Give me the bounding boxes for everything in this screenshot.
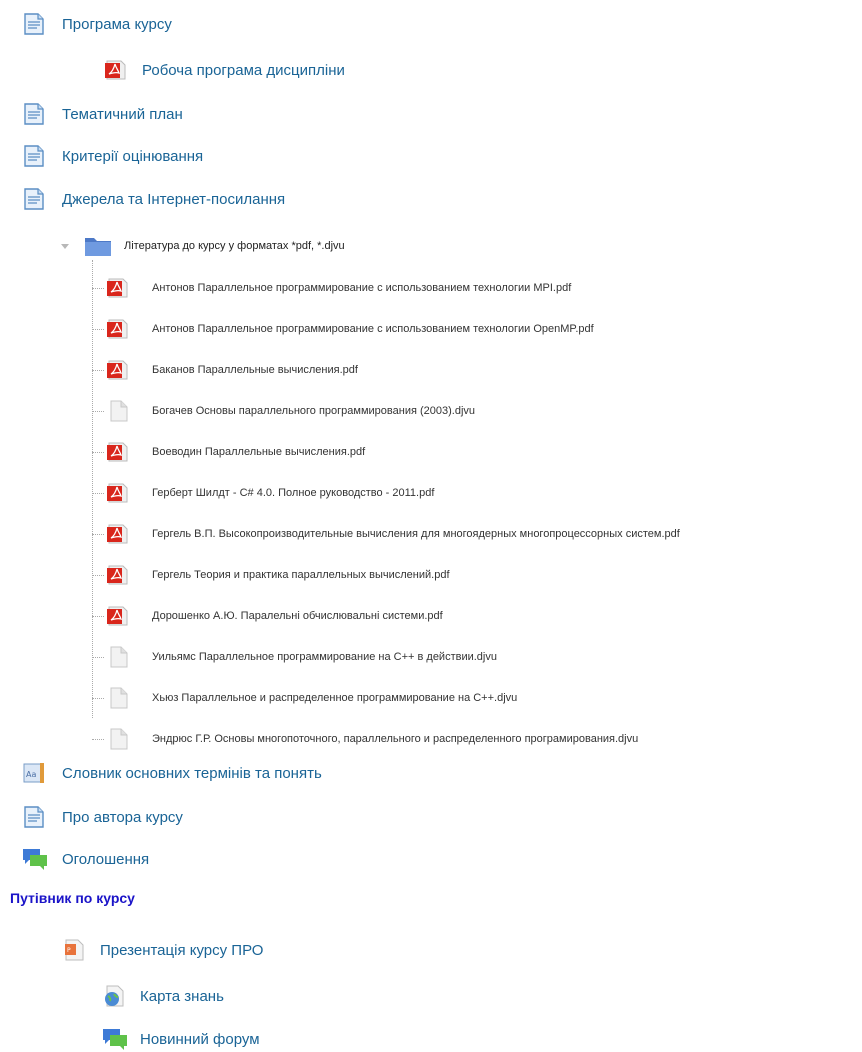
folder-label[interactable]: Література до курсу у форматах *pdf, *.djvu [124,240,345,252]
pdf-icon [106,358,130,382]
tree-branch [92,493,104,494]
tree-branch [92,329,104,330]
pdf-icon [104,58,128,82]
file-link[interactable]: Герберт Шилдт - C# 4.0. Полное руководство - 2011.pdf [152,487,435,499]
file-item[interactable] [106,522,680,546]
tree-branch [92,534,104,535]
activity-link[interactable]: Презентація курсу ПРО [100,941,264,959]
file-link[interactable]: Гергель В.П. Высокопроизводительные вычисления для многоядерных многопроцессорных систем.pdf [152,528,680,540]
activity-about-author[interactable] [22,805,183,829]
tree-branch [92,370,104,371]
glossary-icon [22,761,46,785]
tree-branch [92,411,104,412]
file-link[interactable]: Хьюз Параллельное и распределенное программирование на C++.djvu [152,692,518,704]
activity-glossary[interactable] [22,761,322,785]
file-item[interactable] [106,358,358,382]
url-globe-icon [102,984,126,1008]
page-icon [22,805,46,829]
activity-sources[interactable] [22,187,285,211]
file-item[interactable] [106,481,434,505]
page-icon [22,187,46,211]
tree-branch [92,739,104,740]
pdf-icon [106,604,130,628]
activity-program-course[interactable] [22,12,172,36]
tree-branch [92,657,104,658]
activity-link[interactable]: Критерії оцінювання [62,147,204,165]
file-link[interactable]: Уильямс Параллельное программирование на C++ в действии.djvu [152,651,497,663]
folder-icon [84,235,112,257]
pdf-icon [106,481,130,505]
activity-criteria[interactable] [22,144,203,168]
pdf-icon [106,563,130,587]
page-icon [22,12,46,36]
file-item[interactable] [106,563,450,587]
pdf-icon [106,440,130,464]
activity-link[interactable]: Карта знань [140,987,224,1005]
tree-branch [92,288,104,289]
presentation-icon [62,938,86,962]
svg-text:P: P [67,947,71,954]
file-item[interactable] [106,399,475,423]
activity-link[interactable]: Програма курсу [62,15,172,33]
activity-work-program[interactable] [104,58,345,82]
activity-announcements[interactable] [22,847,149,871]
activity-link[interactable]: Новинний форум [140,1030,260,1048]
activity-news-forum[interactable] [102,1027,260,1051]
activity-link[interactable]: Оголошення [62,850,150,868]
file-link[interactable]: Гергель Теория и практика параллельных вычислений.pdf [152,569,450,581]
caret-down-icon[interactable] [60,241,70,251]
file-link[interactable]: Антонов Параллельное программирование с использованием технологии OpenMP.pdf [152,323,594,335]
file-link[interactable]: Баканов Параллельные вычисления.pdf [152,364,358,376]
file-item[interactable] [106,727,638,751]
file-item[interactable] [106,686,517,710]
file-link[interactable]: Воеводин Параллельные вычисления.pdf [152,446,366,458]
section-heading-guide [10,890,135,906]
section-heading: Путівник по курсу [10,890,135,906]
file-link[interactable]: Богачев Основы параллельного программирования (2003).djvu [152,405,476,417]
activity-presentation[interactable] [62,938,263,962]
activity-link[interactable]: Джерела та Інтернет-посилання [62,190,286,208]
file-link[interactable]: Антонов Параллельное программирование с использованием технологии MPI.pdf [152,282,572,294]
generic-file-icon [106,686,130,710]
svg-text:Aa: Aa [26,770,37,779]
activity-link[interactable]: Про автора курсу [62,808,183,826]
page-icon [22,102,46,126]
page-icon [22,144,46,168]
folder-node[interactable] [60,235,345,257]
generic-file-icon [106,727,130,751]
activity-link[interactable]: Словник основних термінів та понять [62,764,322,782]
pdf-icon [106,317,130,341]
activity-knowledge-map[interactable] [102,984,224,1008]
file-item[interactable] [106,440,365,464]
file-link[interactable]: Эндрюс Г.Р. Основы многопоточного, параллельного и распределенного програмирования.djvu [152,733,639,745]
tree-branch [92,616,104,617]
generic-file-icon [106,399,130,423]
activity-link[interactable]: Тематичний план [62,105,183,123]
activity-thematic-plan[interactable] [22,102,183,126]
forum-icon [22,847,48,871]
pdf-icon [106,522,130,546]
forum-icon [102,1027,128,1051]
file-item[interactable] [106,645,497,669]
file-item[interactable] [106,604,443,628]
file-link[interactable]: Дорошенко А.Ю. Паралельні обчислювальні системи.pdf [152,610,443,622]
tree-branch [92,575,104,576]
file-item[interactable] [106,317,594,341]
pdf-icon [106,276,130,300]
activity-link[interactable]: Робоча програма дисципліни [142,61,345,79]
generic-file-icon [106,645,130,669]
tree-branch [92,698,104,699]
tree-branch [92,452,104,453]
file-item[interactable] [106,276,571,300]
